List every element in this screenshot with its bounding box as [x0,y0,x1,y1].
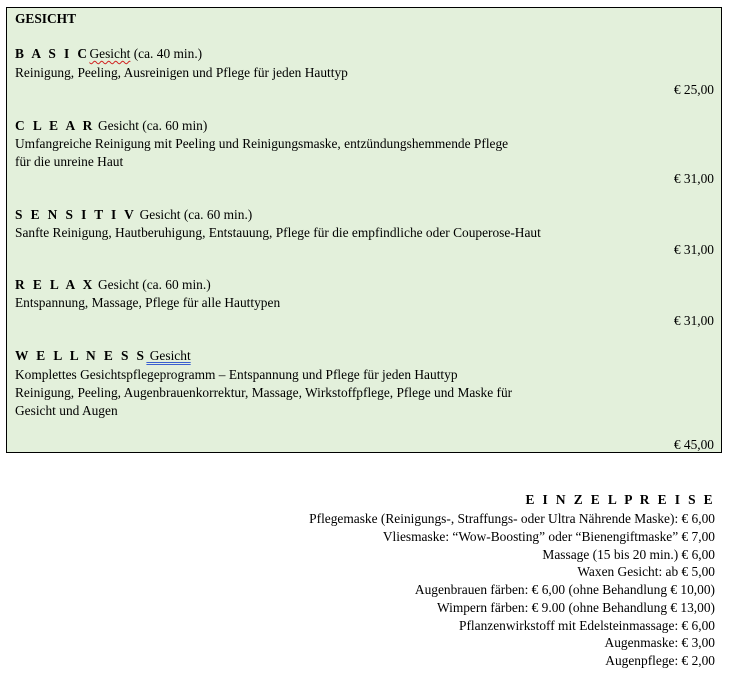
treatment-price: € 31,00 [673,313,714,328]
treatment-suffix: (ca. 40 min.) [130,46,203,61]
einzelpreis-item: Pflanzenwirkstoff mit Edelsteinmassage: € 6,00 [459,618,715,633]
treatment-desc: für die unreine Haut [15,154,124,169]
treatment-suffix: Gesicht (ca. 60 min) [94,118,208,133]
section-heading: GESICHT [15,11,77,26]
treatment-desc: Sanfte Reinigung, Hautberuhigung, Entstauung, Pflege für die empfindliche oder Couperose-Haut [15,225,541,240]
treatment-name: B A S I C [15,46,90,61]
treatment-name: C L E A R [15,118,95,133]
einzelpreis-item: Pflegemaske (Reinigungs-, Straffungs- oder Ultra Nährende Maske): € 6,00 [309,511,715,526]
treatment-desc: Umfangreiche Reinigung mit Peeling und Reinigungsmaske, entzündungshemmende Pflege [15,136,509,151]
treatment-name: R E L A X [15,277,95,292]
treatment-title-basic [15,45,202,63]
treatment-name: W E L L N E S S [15,348,147,363]
treatment-price: € 31,00 [673,171,714,186]
einzelpreis-item: Augenbrauen färben: € 6,00 (ohne Behandlung € 10,00) [414,582,715,597]
einzelpreis-item: Massage (15 bis 20 min.) € 6,00 [542,547,715,562]
einzelpreis-item: Waxen Gesicht: ab € 5,00 [577,564,715,579]
treatment-desc: Reinigung, Peeling, Augenbrauenkorrektur, Massage, Wirkstoffpflege, Pflege und Maske für [15,385,513,400]
treatment-price: € 45,00 [673,437,714,452]
treatment-title-clear [15,117,207,135]
einzelpreis-item: Augenpflege: € 2,00 [605,653,715,668]
treatment-title-relax [15,276,211,294]
treatment-desc: Entspannung, Massage, Pflege für alle Hauttypen [15,295,281,310]
treatment-suffix: Gesicht (ca. 60 min.) [94,277,211,292]
treatment-price: € 31,00 [673,242,714,257]
einzelpreise-title: E I N Z E L P R E I S E [525,492,715,507]
einzelpreis-item: Vliesmaske: “Wow-Boosting” oder “Bienengiftmaske” € 7,00 [382,529,715,544]
treatment-desc: Reinigung, Peeling, Ausreinigen und Pflege für jeden Hauttyp [15,65,348,80]
treatment-suffix: Gesicht (ca. 60 min.) [136,207,253,222]
treatment-suffix-underlined: Gesicht [89,46,131,61]
treatment-desc: Komplettes Gesichtspflegeprogramm – Entspannung und Pflege für jeden Hauttyp [15,367,458,382]
treatment-suffix-underlined: Gesicht [146,348,191,363]
treatment-name: S E N S I T I V [15,207,137,222]
treatment-price: € 25,00 [673,82,714,97]
treatment-title-sensitiv [15,206,252,224]
treatment-desc: Gesicht und Augen [15,403,118,418]
einzelpreis-item: Augenmaske: € 3,00 [604,635,715,650]
gesicht-price-box [6,7,722,453]
treatment-title-wellness [15,347,191,365]
einzelpreis-item: Wimpern färben: € 9.00 (ohne Behandlung € 13,00) [437,600,715,615]
